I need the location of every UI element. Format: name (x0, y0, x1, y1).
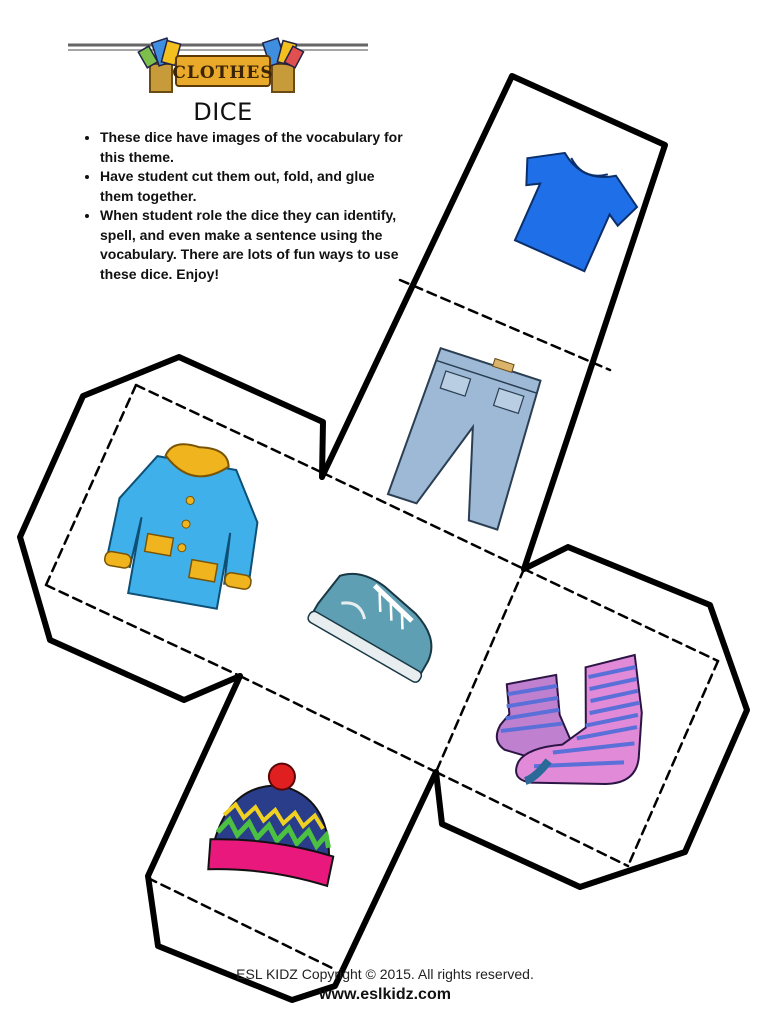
sneakers-icon (306, 560, 451, 684)
socks-icon (491, 655, 648, 793)
instruction-item: • These dice have images of the vocabulary for this theme. (100, 128, 410, 167)
jeans-icon (388, 340, 547, 530)
footer-url[interactable]: www.eslkidz.com (319, 986, 451, 1003)
instruction-item: • When student role the dice they can identify, spell, and even make a sentence using the vocabulary. There are lots of fun ways to use these dice. Enjoy! (100, 206, 410, 284)
instruction-item: • Have student cut them out, fold, and glue them together. (100, 167, 410, 206)
footer-copyright: ESL KIDZ Copyright © 2015. All rights reserved. (236, 966, 534, 982)
t-shirt-icon (495, 140, 645, 280)
winter-hat-icon (206, 755, 345, 886)
instructions-list (80, 128, 410, 284)
header-banner (68, 38, 368, 92)
worksheet-title: DICE (193, 98, 253, 126)
coat-icon (100, 434, 273, 614)
banner-text: CLOTHES (172, 63, 274, 83)
